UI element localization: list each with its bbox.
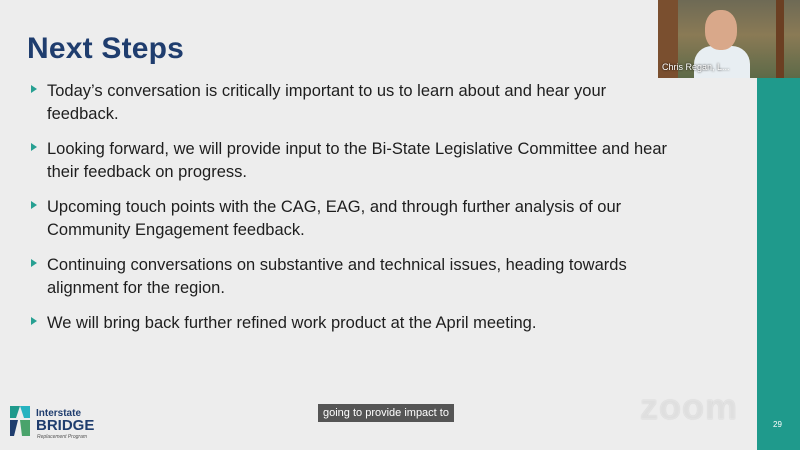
participant-name-label: Chris Regan, L... [662, 62, 730, 72]
bullet-text: Looking forward, we will provide input to the Bi-State Legislative Committee and hear their feedback on progress. [47, 140, 667, 181]
bullet-item [28, 312, 668, 335]
slide-number: 29 [773, 420, 782, 429]
bullet-item [28, 254, 668, 300]
live-caption: going to provide impact to [318, 404, 454, 422]
bullet-arrow-icon [31, 143, 37, 151]
logo-text-bridge: BRIDGE [36, 417, 95, 434]
bullet-text: Upcoming touch points with the CAG, EAG, and through further analysis of our Community Engagement feedback. [47, 198, 622, 239]
bullet-arrow-icon [31, 317, 37, 325]
bridge-logo-icon [8, 404, 32, 438]
bullet-list [28, 80, 668, 347]
logo-text-program: Replacement Program [37, 434, 88, 440]
bullet-text: Continuing conversations on substantive and technical issues, heading towards alignment for the region. [47, 256, 627, 297]
bullet-item [28, 196, 668, 242]
participant-face [705, 10, 737, 50]
bullet-item [28, 138, 668, 184]
participant-video-tile[interactable] [658, 0, 800, 78]
zoom-watermark: zoom [640, 386, 738, 427]
bullet-arrow-icon [31, 259, 37, 267]
bullet-item [28, 80, 668, 126]
bullet-text: We will bring back further refined work product at the April meeting. [47, 314, 537, 332]
bullet-text: Today’s conversation is critically important to us to learn about and hear your feedback. [47, 82, 607, 123]
bullet-arrow-icon [31, 201, 37, 209]
logo-text-interstate: Interstate [36, 408, 82, 419]
bullet-arrow-icon [31, 85, 37, 93]
video-background [776, 0, 784, 78]
accent-side-bar [757, 78, 800, 450]
slide-title: Next Steps [27, 32, 185, 65]
interstate-bridge-logo [8, 404, 108, 444]
